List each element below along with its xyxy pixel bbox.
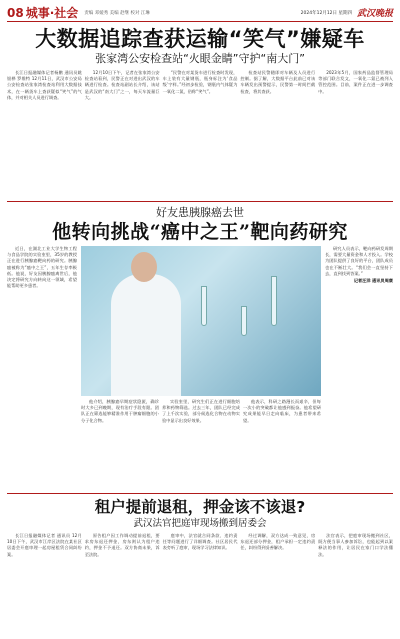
article3-headline: 租户提前退租，押金该不该退? — [94, 498, 306, 516]
article1-subheadline: 张家湾公安检查站“火眼金睛”守护“南大门” — [95, 52, 305, 65]
section-title — [7, 4, 78, 21]
section-divider — [7, 201, 393, 202]
test-tube-icon — [271, 276, 277, 326]
article1-body — [7, 70, 393, 198]
page-header — [7, 4, 393, 22]
article1-column: 长江日报融媒体记者杨鹏 通讯员姚银桦 罗维特 12月11日，武汉市公安局公安检查站张家湾检查站利用大数据技术，在一辆货车上查获疑似“笑气”的气体，并对相关人员进行调查。 — [7, 70, 82, 100]
article2-kicker: 好友患胰腺癌去世 — [156, 206, 244, 219]
article2-column: 他表示，科研之路漫长而艰辛，但每一次小的突破都让他感到振奋。他希望研究成果能早日走向临床，为患者带来希望。 — [243, 399, 321, 423]
section-number: 08 — [7, 6, 24, 20]
section-name: 城事·社会 — [25, 6, 79, 20]
article3-column: 长江日报融媒体记者 通讯员 12月10日下午，武汉市江岸区法院在某社区居委会开庭审理一起房屋租赁合同纠纷案。 — [7, 533, 82, 557]
article3-column: 经过调解，双方达成一致意见，房东退还部分押金，租户承担一定违约责任，纠纷得到妥善解决。 — [240, 533, 316, 551]
researcher-figure — [111, 274, 181, 396]
article2-right-column: 研究人员表示，靶向药研发周期长，需要大量资金和人才投入。学校为团队提供了良好的平台，团队成员也在不断壮大。“我们会一直坚持下去，直到找到答案。” 记者汪洋 通讯员周康 — [325, 246, 393, 284]
article3-column: 法官表示，把庭审现场搬到社区，既方便当事人参加诉讼，也能起到以案释法的作用，让居民在家门口学法懂法。 — [318, 533, 393, 557]
article1-column: 2023年5月，国家药品监督管理局等部门联合发文，一氧化二氮已被列入管控范围。目前，案件正在进一步调查中。 — [318, 70, 393, 94]
article2-body — [7, 246, 393, 490]
article1-column: 检查站民警随即对车辆及人员进行控制。据了解，大数据平台此前已对该车辆发出预警提示，民警第一时间拦截检查，将其查获。 — [240, 70, 316, 94]
lab-photo — [81, 246, 321, 396]
article1-headline: 大数据追踪查获运输“笑气”嫌疑车 — [35, 27, 365, 51]
article1-column: 12月10日下午，记者在张家湾公安检查站看到，民警正在对进出武汉的车辆进行检查。检查站副站长介绍，该站是武汉的“南大门”之一，每天车流量巨大。 — [84, 70, 160, 100]
article2-column: 实验室里，研究生们正在进行细胞培养和药物筛选。过去三年，团队已经完成了上千次实验，部分候选化合物在动物实验中显示出良好效果。 — [162, 399, 240, 423]
article2-middle — [81, 246, 321, 490]
issue-date: 2024年12月12日 星期四 — [300, 10, 352, 16]
section-divider — [7, 493, 393, 494]
article2-byline: 记者汪洋 通讯员周康 — [353, 278, 393, 284]
article2-middle-columns — [81, 399, 321, 490]
article2-column: 他介绍，胰腺癌早期症状隐匿，确诊时大多已到晚期，现有治疗手段有限。团队正在筛选能够精准作用于肿瘤细胞的小分子化合物。 — [81, 399, 159, 423]
researcher-head — [131, 252, 157, 282]
article2-header — [7, 205, 393, 244]
article3-subheadline: 武汉法官把庭审现场搬到居委会 — [133, 518, 267, 529]
article1-column: “民警在对某货车进行检查时发现，车上装有大量钢瓶，瓶身标注为‘食品级’字样。”经初步检验，钢瓶内气体疑为一氧化二氮，俗称“笑气”。 — [162, 70, 238, 94]
paper-logo: 武汉晚报 — [356, 9, 393, 19]
article3-column: 庭审中，法官就合同条款、违约责任等问题进行了详细调查。社区居民代表旁听了庭审，现场学习法律知识。 — [162, 533, 238, 551]
article3-body — [7, 533, 393, 639]
article3-column: 原告租户因工作调动提前退租，要求房东退还押金，房东则认为租户违约，押金不予退还。双方协商未果，诉至法院。 — [84, 533, 160, 557]
article2-headline: 他转向挑战“癌中之王”靶向药研究 — [52, 221, 348, 243]
test-tube-icon — [241, 306, 247, 336]
editors-line: 责编 邓媛秀 美编 赵继 校对 江琳 — [84, 10, 150, 16]
test-tube-icon — [201, 286, 207, 326]
article2-left-column: 近日，在湖北工业大学生物工程与食品学院的实验室里，35岁的教授正在进行胰腺癌靶向药的研究。胰腺癌被称为“癌中之王”，五年生存率极低。他说，好友因胰腺癌离世后，他决定将研究方向转向这一领域，希望能帮助更多患者。 — [7, 246, 77, 289]
